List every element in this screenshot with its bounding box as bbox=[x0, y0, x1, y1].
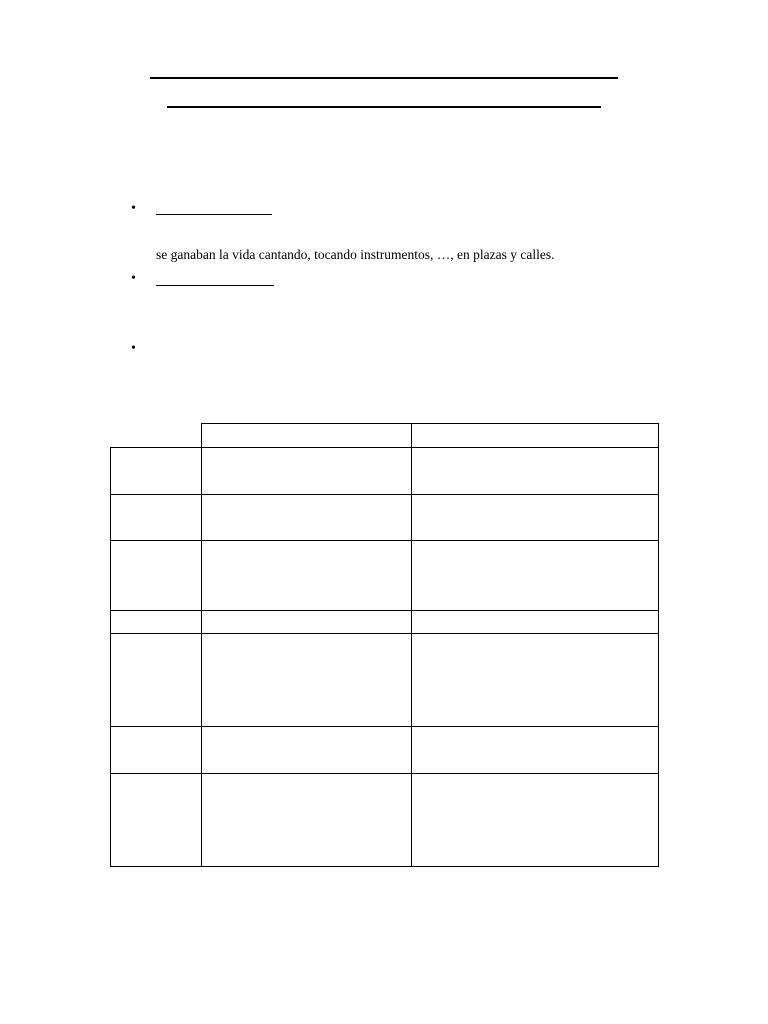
table-header-cell bbox=[202, 424, 412, 448]
table-cell bbox=[202, 611, 412, 634]
table-row bbox=[111, 634, 659, 727]
table-cell bbox=[202, 448, 412, 495]
table-row bbox=[111, 448, 659, 495]
table-cell bbox=[412, 774, 659, 867]
title-blank-line-1 bbox=[150, 77, 618, 79]
table-cell bbox=[111, 727, 202, 774]
table-row bbox=[111, 774, 659, 867]
table-cell bbox=[202, 727, 412, 774]
bullet-2-blank bbox=[156, 285, 274, 286]
table-cell bbox=[412, 448, 659, 495]
table-row bbox=[111, 541, 659, 611]
table-cell bbox=[111, 448, 202, 495]
table-cell bbox=[412, 611, 659, 634]
table-cell bbox=[412, 495, 659, 541]
table-row bbox=[111, 611, 659, 634]
bullet-1-text: se ganaban la vida cantando, tocando instrumentos, …, en plazas y calles. bbox=[156, 247, 555, 262]
bullet-3: • bbox=[131, 341, 136, 356]
table-row bbox=[111, 495, 659, 541]
table-cell bbox=[111, 495, 202, 541]
table-cell bbox=[111, 634, 202, 727]
bullet-2: • bbox=[131, 271, 136, 286]
table-row bbox=[111, 727, 659, 774]
table-cell bbox=[412, 634, 659, 727]
table-cell bbox=[202, 541, 412, 611]
table-cell bbox=[111, 611, 202, 634]
table-header-cell bbox=[412, 424, 659, 448]
table-cell bbox=[202, 774, 412, 867]
table-cell bbox=[202, 495, 412, 541]
table-cell bbox=[111, 774, 202, 867]
bullet-1: • bbox=[131, 201, 136, 216]
table-corner-cell bbox=[111, 424, 202, 448]
table-cell bbox=[202, 634, 412, 727]
table-cell bbox=[412, 727, 659, 774]
table-cell bbox=[111, 541, 202, 611]
bullet-1-blank bbox=[156, 214, 272, 215]
table-cell bbox=[412, 541, 659, 611]
table-header-row bbox=[111, 424, 659, 448]
title-blank-line-2 bbox=[167, 106, 601, 108]
worksheet-table bbox=[110, 423, 659, 867]
